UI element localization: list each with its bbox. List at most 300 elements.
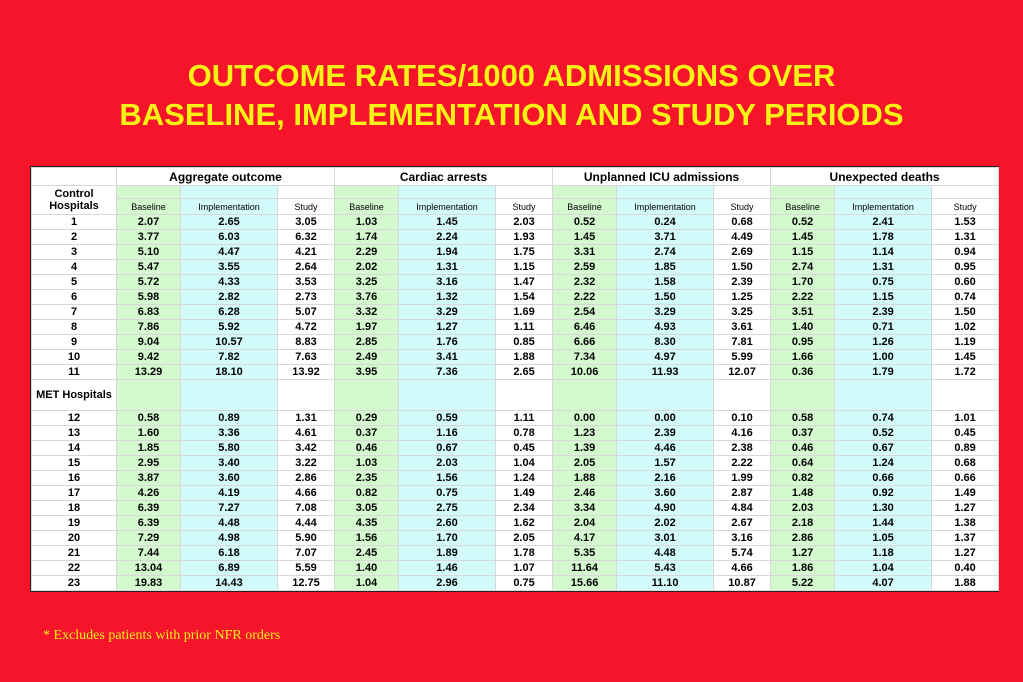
rate-cell: 1.30 [835, 501, 932, 516]
rate-cell: 9.42 [117, 350, 181, 365]
rate-cell: 1.01 [932, 411, 999, 426]
hospital-number: 2 [32, 230, 117, 245]
rate-cell: 1.18 [835, 546, 932, 561]
rate-cell: 3.51 [771, 305, 835, 320]
rate-cell: 1.48 [771, 486, 835, 501]
rate-cell: 1.31 [399, 260, 496, 275]
rate-cell: 0.68 [932, 456, 999, 471]
hospital-number: 4 [32, 260, 117, 275]
rate-cell: 1.27 [932, 501, 999, 516]
rate-cell: 4.72 [278, 320, 335, 335]
rate-cell: 11.93 [617, 365, 714, 380]
rate-cell: 6.32 [278, 230, 335, 245]
rate-cell: 1.04 [496, 456, 553, 471]
rate-cell: 1.26 [835, 335, 932, 350]
spacer-cell [932, 186, 999, 199]
rate-cell: 5.22 [771, 576, 835, 591]
rate-cell: 2.02 [617, 516, 714, 531]
rate-cell: 1.07 [496, 561, 553, 576]
rate-cell: 3.71 [617, 230, 714, 245]
rate-cell: 2.35 [335, 471, 399, 486]
table-row [32, 320, 999, 335]
rate-cell: 4.21 [278, 245, 335, 260]
hospital-number: 10 [32, 350, 117, 365]
rate-cell: 4.46 [617, 441, 714, 456]
rate-cell: 0.78 [496, 426, 553, 441]
spacer-cell [181, 380, 278, 411]
rate-cell: 1.45 [553, 230, 617, 245]
hospital-number: 3 [32, 245, 117, 260]
table-row [32, 230, 999, 245]
rate-cell: 1.56 [335, 531, 399, 546]
rate-cell: 5.74 [714, 546, 771, 561]
rate-cell: 2.39 [714, 275, 771, 290]
rate-cell: 2.29 [335, 245, 399, 260]
control-hospitals-label: Control Hospitals [32, 186, 117, 215]
rate-cell: 1.31 [278, 411, 335, 426]
rate-cell: 3.22 [278, 456, 335, 471]
rate-cell: 0.00 [617, 411, 714, 426]
rate-cell: 7.08 [278, 501, 335, 516]
rate-cell: 3.29 [399, 305, 496, 320]
rate-cell: 1.19 [932, 335, 999, 350]
hospital-number: 15 [32, 456, 117, 471]
spacer-cell [617, 380, 714, 411]
rate-cell: 2.22 [714, 456, 771, 471]
rate-cell: 1.79 [835, 365, 932, 380]
rate-cell: 4.17 [553, 531, 617, 546]
rate-cell: 6.46 [553, 320, 617, 335]
rate-cell: 1.31 [932, 230, 999, 245]
rate-cell: 0.94 [932, 245, 999, 260]
rate-cell: 0.66 [835, 471, 932, 486]
rate-cell: 0.68 [714, 215, 771, 230]
rate-cell: 0.64 [771, 456, 835, 471]
rate-cell: 3.95 [335, 365, 399, 380]
rate-cell: 0.74 [835, 411, 932, 426]
rate-cell: 3.36 [181, 426, 278, 441]
spacer-cell [335, 186, 399, 199]
rate-cell: 1.85 [617, 260, 714, 275]
rate-cell: 2.24 [399, 230, 496, 245]
rate-cell: 15.66 [553, 576, 617, 591]
table-row [32, 441, 999, 456]
spacer-cell [117, 186, 181, 199]
rate-cell: 5.90 [278, 531, 335, 546]
rate-cell: 1.74 [335, 230, 399, 245]
table-row [32, 456, 999, 471]
rate-cell: 1.15 [771, 245, 835, 260]
rate-cell: 2.41 [835, 215, 932, 230]
rate-cell: 0.59 [399, 411, 496, 426]
spacer-cell [399, 186, 496, 199]
hospital-number: 8 [32, 320, 117, 335]
rate-cell: 0.00 [553, 411, 617, 426]
rate-cell: 2.39 [617, 426, 714, 441]
hospital-number: 11 [32, 365, 117, 380]
rate-cell: 3.34 [553, 501, 617, 516]
rate-cell: 1.88 [553, 471, 617, 486]
rate-cell: 5.47 [117, 260, 181, 275]
rate-cell: 0.66 [932, 471, 999, 486]
rate-cell: 1.47 [496, 275, 553, 290]
rate-cell: 1.50 [617, 290, 714, 305]
rate-cell: 2.74 [771, 260, 835, 275]
rate-cell: 7.81 [714, 335, 771, 350]
rate-cell: 11.64 [553, 561, 617, 576]
rate-cell: 1.31 [835, 260, 932, 275]
hospital-number: 1 [32, 215, 117, 230]
rate-cell: 2.03 [496, 215, 553, 230]
rate-cell: 1.72 [932, 365, 999, 380]
spacer-cell [496, 186, 553, 199]
rate-cell: 6.18 [181, 546, 278, 561]
spacer-cell [278, 186, 335, 199]
rate-cell: 2.59 [553, 260, 617, 275]
spacer-cell [278, 380, 335, 411]
hospital-number: 9 [32, 335, 117, 350]
rate-cell: 3.05 [335, 501, 399, 516]
rate-cell: 0.58 [117, 411, 181, 426]
rate-cell: 3.77 [117, 230, 181, 245]
rate-cell: 2.03 [771, 501, 835, 516]
rate-cell: 9.04 [117, 335, 181, 350]
rate-cell: 6.03 [181, 230, 278, 245]
hospital-number: 19 [32, 516, 117, 531]
rate-cell: 1.16 [399, 426, 496, 441]
rate-cell: 8.30 [617, 335, 714, 350]
table-row [32, 290, 999, 305]
subheader-implementation: Implementation [617, 199, 714, 215]
subheader-baseline: Baseline [771, 199, 835, 215]
rate-cell: 1.44 [835, 516, 932, 531]
rate-cell: 3.41 [399, 350, 496, 365]
rate-cell: 2.03 [399, 456, 496, 471]
rate-cell: 4.07 [835, 576, 932, 591]
rate-cell: 10.87 [714, 576, 771, 591]
spacer-cell [714, 186, 771, 199]
rate-cell: 1.02 [932, 320, 999, 335]
rate-cell: 1.86 [771, 561, 835, 576]
rate-cell: 3.60 [181, 471, 278, 486]
rate-cell: 1.93 [496, 230, 553, 245]
hospital-number: 22 [32, 561, 117, 576]
rate-cell: 6.66 [553, 335, 617, 350]
rate-cell: 4.47 [181, 245, 278, 260]
group-header: Unexpected deaths [771, 168, 999, 186]
rate-cell: 2.86 [771, 531, 835, 546]
subheader-implementation: Implementation [181, 199, 278, 215]
rate-cell: 1.04 [835, 561, 932, 576]
rate-cell: 2.22 [771, 290, 835, 305]
rate-cell: 1.23 [553, 426, 617, 441]
hospital-number: 14 [32, 441, 117, 456]
table-row [32, 350, 999, 365]
rate-cell: 2.45 [335, 546, 399, 561]
rate-cell: 0.52 [553, 215, 617, 230]
rate-cell: 1.99 [714, 471, 771, 486]
spacer-cell [553, 186, 617, 199]
rate-cell: 2.60 [399, 516, 496, 531]
group-header-row [32, 168, 999, 186]
outcome-rates-table [30, 166, 999, 592]
rate-cell: 1.50 [932, 305, 999, 320]
hospital-number: 16 [32, 471, 117, 486]
subheader-study: Study [278, 199, 335, 215]
hospital-number: 17 [32, 486, 117, 501]
hospital-number: 18 [32, 501, 117, 516]
rate-cell: 0.10 [714, 411, 771, 426]
rate-cell: 1.53 [932, 215, 999, 230]
rate-cell: 1.40 [771, 320, 835, 335]
rate-cell: 0.46 [335, 441, 399, 456]
rate-cell: 0.52 [771, 215, 835, 230]
rate-cell: 1.66 [771, 350, 835, 365]
rate-cell: 1.38 [932, 516, 999, 531]
rate-cell: 3.61 [714, 320, 771, 335]
rate-cell: 0.82 [335, 486, 399, 501]
rate-cell: 1.27 [771, 546, 835, 561]
rate-cell: 6.89 [181, 561, 278, 576]
rate-cell: 2.49 [335, 350, 399, 365]
rate-cell: 5.59 [278, 561, 335, 576]
rate-cell: 2.74 [617, 245, 714, 260]
rate-cell: 5.10 [117, 245, 181, 260]
rate-cell: 13.04 [117, 561, 181, 576]
section-header-row-met [32, 380, 999, 411]
rate-cell: 7.07 [278, 546, 335, 561]
rate-cell: 1.62 [496, 516, 553, 531]
rate-cell: 6.28 [181, 305, 278, 320]
rate-cell: 1.75 [496, 245, 553, 260]
rate-cell: 10.57 [181, 335, 278, 350]
rate-cell: 2.07 [117, 215, 181, 230]
rate-cell: 5.35 [553, 546, 617, 561]
rate-cell: 1.45 [399, 215, 496, 230]
spacer-cell [714, 380, 771, 411]
rate-cell: 12.75 [278, 576, 335, 591]
hospital-number: 20 [32, 531, 117, 546]
rate-cell: 1.70 [771, 275, 835, 290]
subheader-baseline: Baseline [117, 199, 181, 215]
rate-cell: 2.46 [553, 486, 617, 501]
rate-cell: 1.54 [496, 290, 553, 305]
subheader-baseline: Baseline [335, 199, 399, 215]
group-header: Unplanned ICU admissions [553, 168, 771, 186]
rate-cell: 1.45 [771, 230, 835, 245]
rate-cell: 0.89 [932, 441, 999, 456]
rate-cell: 5.80 [181, 441, 278, 456]
rate-cell: 0.58 [771, 411, 835, 426]
rate-cell: 1.14 [835, 245, 932, 260]
rate-cell: 1.85 [117, 441, 181, 456]
rate-cell: 2.38 [714, 441, 771, 456]
spacer-cell [617, 186, 714, 199]
rate-cell: 2.04 [553, 516, 617, 531]
rate-cell: 1.49 [496, 486, 553, 501]
rate-cell: 4.61 [278, 426, 335, 441]
rate-cell: 1.15 [835, 290, 932, 305]
rate-cell: 5.72 [117, 275, 181, 290]
spacer-cell [335, 380, 399, 411]
rate-cell: 1.50 [714, 260, 771, 275]
rate-cell: 0.45 [932, 426, 999, 441]
rate-cell: 2.32 [553, 275, 617, 290]
spacer-cell [496, 380, 553, 411]
rate-cell: 1.00 [835, 350, 932, 365]
rate-cell: 5.92 [181, 320, 278, 335]
rate-cell: 0.71 [835, 320, 932, 335]
rate-cell: 12.07 [714, 365, 771, 380]
rate-cell: 5.43 [617, 561, 714, 576]
rate-cell: 1.27 [932, 546, 999, 561]
rate-cell: 3.87 [117, 471, 181, 486]
subheader-row [32, 199, 999, 215]
rate-cell: 4.90 [617, 501, 714, 516]
rate-cell: 4.98 [181, 531, 278, 546]
rate-cell: 3.01 [617, 531, 714, 546]
rate-cell: 3.76 [335, 290, 399, 305]
rate-cell: 19.83 [117, 576, 181, 591]
rate-cell: 1.56 [399, 471, 496, 486]
rate-cell: 4.48 [181, 516, 278, 531]
spacer-cell [553, 380, 617, 411]
subheader-study: Study [714, 199, 771, 215]
rate-cell: 1.88 [932, 576, 999, 591]
rate-cell: 11.10 [617, 576, 714, 591]
rate-cell: 3.55 [181, 260, 278, 275]
slide-title [0, 56, 1023, 134]
spacer-cell [771, 186, 835, 199]
rate-cell: 4.44 [278, 516, 335, 531]
rate-cell: 4.48 [617, 546, 714, 561]
rate-cell: 1.70 [399, 531, 496, 546]
rate-cell: 0.40 [932, 561, 999, 576]
rate-cell: 0.75 [399, 486, 496, 501]
table-row [32, 516, 999, 531]
table-row [32, 215, 999, 230]
title-line-2: BASELINE, IMPLEMENTATION AND STUDY PERIODS [119, 97, 904, 132]
table-row [32, 486, 999, 501]
rate-cell: 3.32 [335, 305, 399, 320]
rate-cell: 2.18 [771, 516, 835, 531]
rate-cell: 1.32 [399, 290, 496, 305]
rate-cell: 4.35 [335, 516, 399, 531]
rate-cell: 0.95 [771, 335, 835, 350]
rate-cell: 2.39 [835, 305, 932, 320]
rate-cell: 0.82 [771, 471, 835, 486]
rate-cell: 1.89 [399, 546, 496, 561]
rate-cell: 7.34 [553, 350, 617, 365]
rate-cell: 0.89 [181, 411, 278, 426]
rate-cell: 10.06 [553, 365, 617, 380]
rate-cell: 1.40 [335, 561, 399, 576]
rate-cell: 2.22 [553, 290, 617, 305]
rate-cell: 6.83 [117, 305, 181, 320]
rate-cell: 0.36 [771, 365, 835, 380]
hospital-number: 21 [32, 546, 117, 561]
rate-cell: 1.39 [553, 441, 617, 456]
rate-cell: 0.46 [771, 441, 835, 456]
table-row [32, 245, 999, 260]
rate-cell: 2.67 [714, 516, 771, 531]
rate-cell: 1.58 [617, 275, 714, 290]
rate-cell: 0.29 [335, 411, 399, 426]
footnote: * Excludes patients with prior NFR orders [43, 628, 281, 643]
spacer-cell [771, 380, 835, 411]
rate-cell: 7.29 [117, 531, 181, 546]
rate-cell: 7.44 [117, 546, 181, 561]
rate-cell: 1.04 [335, 576, 399, 591]
rate-cell: 1.88 [496, 350, 553, 365]
table-row [32, 426, 999, 441]
rate-cell: 6.39 [117, 501, 181, 516]
rate-cell: 1.11 [496, 320, 553, 335]
rate-cell: 2.02 [335, 260, 399, 275]
rate-cell: 8.83 [278, 335, 335, 350]
rate-cell: 0.45 [496, 441, 553, 456]
rate-cell: 1.49 [932, 486, 999, 501]
rate-cell: 1.11 [496, 411, 553, 426]
rate-cell: 0.85 [496, 335, 553, 350]
rate-cell: 0.74 [932, 290, 999, 305]
rate-cell: 3.29 [617, 305, 714, 320]
rate-cell: 0.60 [932, 275, 999, 290]
rate-cell: 4.33 [181, 275, 278, 290]
table-row [32, 305, 999, 320]
rate-cell: 2.96 [399, 576, 496, 591]
rate-cell: 5.07 [278, 305, 335, 320]
rate-cell: 1.37 [932, 531, 999, 546]
group-header: Aggregate outcome [117, 168, 335, 186]
rate-cell: 3.42 [278, 441, 335, 456]
title-line-1: OUTCOME RATES/1000 ADMISSIONS OVER [187, 58, 836, 93]
rate-cell: 3.25 [335, 275, 399, 290]
rate-cell: 0.92 [835, 486, 932, 501]
rate-cell: 13.29 [117, 365, 181, 380]
table-row [32, 546, 999, 561]
rate-cell: 5.99 [714, 350, 771, 365]
rate-cell: 1.94 [399, 245, 496, 260]
rate-cell: 0.52 [835, 426, 932, 441]
hospital-number: 23 [32, 576, 117, 591]
table-row [32, 365, 999, 380]
rate-cell: 3.16 [399, 275, 496, 290]
rate-cell: 1.24 [496, 471, 553, 486]
rate-cell: 0.67 [399, 441, 496, 456]
hospital-number: 6 [32, 290, 117, 305]
rate-cell: 1.69 [496, 305, 553, 320]
rate-cell: 4.66 [278, 486, 335, 501]
rate-cell: 2.64 [278, 260, 335, 275]
rate-cell: 3.25 [714, 305, 771, 320]
rate-cell: 0.37 [771, 426, 835, 441]
subheader-study: Study [496, 199, 553, 215]
rate-cell: 5.98 [117, 290, 181, 305]
hospital-number: 7 [32, 305, 117, 320]
spacer-cell [181, 186, 278, 199]
subheader-baseline: Baseline [553, 199, 617, 215]
spacer-cell [835, 380, 932, 411]
rate-cell: 4.97 [617, 350, 714, 365]
rate-cell: 1.45 [932, 350, 999, 365]
rate-cell: 1.15 [496, 260, 553, 275]
rate-cell: 1.97 [335, 320, 399, 335]
rate-cell: 14.43 [181, 576, 278, 591]
subheader-implementation: Implementation [399, 199, 496, 215]
rate-cell: 2.86 [278, 471, 335, 486]
rate-cell: 13.92 [278, 365, 335, 380]
